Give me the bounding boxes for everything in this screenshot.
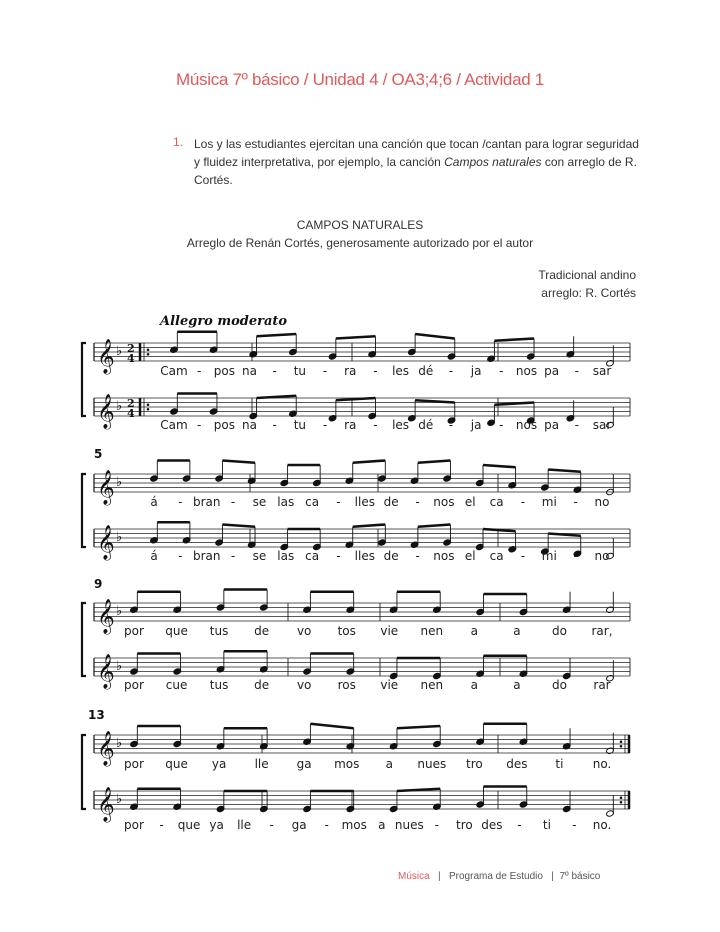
- lyric-syllable: -: [448, 364, 454, 378]
- lyric-syllable: -: [574, 418, 579, 432]
- time-signature-top: 2: [127, 342, 135, 355]
- lyric-syllable: les: [392, 364, 410, 378]
- note-beam: [353, 525, 386, 527]
- lyric-syllable: les: [392, 418, 410, 432]
- lyric-syllable: de: [383, 549, 399, 563]
- treble-clef-icon: 𝄞: [97, 787, 115, 822]
- repeat-dot: [147, 348, 150, 351]
- lyric-syllable: rar: [593, 678, 611, 692]
- lyric-syllable: pos: [213, 364, 235, 378]
- treble-clef-icon: 𝄞: [97, 470, 115, 505]
- lyric-syllable: -: [499, 364, 504, 378]
- lyric-syllable: ra: [344, 418, 357, 432]
- lyric-syllable: mi: [541, 495, 557, 509]
- lyric-syllable: -: [572, 818, 577, 832]
- lyric-syllable: des: [481, 818, 503, 832]
- lyric-syllable: -: [520, 495, 526, 509]
- flat-key-icon: ♭: [116, 399, 123, 414]
- lyric-syllable: -: [324, 818, 329, 832]
- song-subtitle: Arreglo de Renán Cortés, generosamente autorizado por el autor: [186, 236, 534, 250]
- lyric-syllable: lle: [254, 757, 269, 771]
- lyric-syllable: nen: [420, 624, 444, 638]
- lyric-syllable: rar,: [591, 624, 613, 638]
- lyric-syllable: a: [470, 624, 479, 638]
- lyric-syllable: nues: [394, 818, 424, 832]
- note-beam: [336, 336, 376, 338]
- lyric-syllable: ja: [470, 418, 482, 432]
- lyric-syllable: des: [506, 757, 528, 771]
- intro-text-end: con arreglo de R. Cortés.: [194, 155, 637, 187]
- lyric-syllable: -: [159, 818, 164, 832]
- lyric-syllable: -: [434, 818, 439, 832]
- lyric-syllable: do: [551, 678, 567, 692]
- lyric-syllable: -: [573, 549, 578, 563]
- treble-clef-icon: 𝄞: [97, 339, 115, 374]
- lyric-syllable: -: [415, 495, 420, 509]
- lyric-syllable: mos: [334, 757, 360, 771]
- lyric-syllable: que: [165, 624, 188, 638]
- note-beam: [415, 334, 455, 339]
- flat-key-icon: ♭: [116, 792, 123, 807]
- repeat-dot: [620, 796, 623, 799]
- lyric-syllable: -: [373, 418, 378, 432]
- treble-clef-icon: 𝄞: [97, 394, 115, 429]
- lyric-syllable: ca: [489, 495, 504, 509]
- repeat-dot: [620, 801, 623, 804]
- lyric-syllable: tus: [209, 624, 229, 638]
- time-signature-bottom: 4: [127, 352, 135, 365]
- note-beam: [494, 339, 534, 341]
- lyric-syllable: sar: [592, 418, 612, 432]
- lyric-syllable: ti: [555, 757, 564, 771]
- lyric-syllable: las: [277, 495, 295, 509]
- measure-number-5: 5: [94, 447, 103, 461]
- note-beam: [222, 461, 255, 463]
- lyric-syllable: se: [252, 495, 267, 509]
- system-bracket: [82, 603, 86, 676]
- flat-key-icon: ♭: [116, 344, 123, 359]
- flat-key-icon: ♭: [116, 604, 123, 619]
- repeat-dot: [147, 403, 150, 406]
- lyric-syllable: ja: [470, 364, 482, 378]
- lyric-syllable: el: [464, 495, 476, 509]
- footer-subject: Música: [398, 871, 430, 882]
- lyric-syllable: a: [513, 624, 521, 638]
- song-arranger: arreglo: R. Cortés: [541, 286, 636, 300]
- lyric-syllable: nues: [417, 757, 447, 771]
- item-number: 1.: [173, 135, 184, 149]
- lyric-syllable: ros: [337, 678, 356, 692]
- lyric-syllable: ya: [209, 818, 224, 832]
- time-signature-top: 2: [127, 397, 135, 410]
- lyric-syllable: a: [470, 678, 479, 692]
- lyric-syllable: ra: [344, 364, 357, 378]
- lyric-syllable: -: [197, 364, 202, 378]
- lyric-syllable: -: [373, 364, 378, 378]
- lyric-syllable: ca: [489, 549, 504, 563]
- lyric-syllable: vie: [380, 678, 399, 692]
- system-bracket: [82, 735, 86, 809]
- lyric-syllable: -: [448, 418, 454, 432]
- lyric-syllable: ti: [542, 818, 551, 832]
- lyric-syllable: las: [277, 549, 295, 563]
- treble-clef-icon: 𝄞: [97, 731, 115, 766]
- song-name-italic: Campos naturales: [444, 155, 542, 169]
- system-bracket: [82, 343, 86, 416]
- lyric-syllable: pos: [213, 418, 235, 432]
- lyric-syllable: dé: [418, 418, 434, 432]
- measure-number-13: 13: [88, 708, 105, 722]
- lyric-syllable: a: [378, 818, 386, 832]
- lyric-syllable: -: [517, 818, 522, 832]
- lyric-syllable: vo: [296, 624, 312, 638]
- lyric-syllable: vie: [380, 624, 399, 638]
- lyric-syllable: -: [272, 418, 277, 432]
- note-beam: [418, 461, 451, 463]
- page-header: Música 7º básico / Unidad 4 / OA3;4;6 / Actividad 1: [176, 70, 544, 89]
- treble-clef-icon: 𝄞: [97, 654, 115, 689]
- note-beam: [397, 726, 440, 728]
- lyric-syllable: no: [594, 495, 610, 509]
- lyric-syllable: nen: [420, 678, 444, 692]
- lyric-syllable: mos: [341, 818, 367, 832]
- treble-clef-icon: 𝄞: [97, 599, 115, 634]
- lyric-syllable: a: [513, 678, 521, 692]
- lyric-syllable: el: [464, 549, 476, 563]
- lyric-syllable: -: [574, 364, 579, 378]
- flat-key-icon: ♭: [116, 736, 123, 751]
- lyric-syllable: -: [230, 495, 236, 509]
- lyric-syllable: -: [230, 549, 236, 563]
- lyric-syllable: Cam: [160, 418, 188, 432]
- note-beam: [257, 334, 297, 336]
- lyric-syllable: á: [150, 549, 158, 563]
- lyric-syllable: -: [520, 549, 526, 563]
- lyric-syllable: tu: [293, 418, 307, 432]
- intro-text: Los y las estudiantes ejercitan una canción que tocan /cantan para lograr seguridad y fluidez interpretativa, por ejemplo, la canción: [194, 137, 639, 169]
- note-beam: [310, 724, 353, 729]
- lyric-syllable: por: [124, 757, 144, 771]
- lyric-syllable: -: [322, 364, 328, 378]
- lyric-syllable: lles: [354, 549, 375, 563]
- lyric-syllable: ca: [305, 495, 320, 509]
- lyric-syllable: que: [165, 757, 188, 771]
- lyric-syllable: tro: [455, 818, 473, 832]
- lyric-syllable: -: [178, 549, 183, 563]
- lyric-syllable: cue: [165, 678, 188, 692]
- lyric-syllable: dé: [418, 364, 434, 378]
- note-beam: [418, 525, 451, 527]
- lyric-syllable: do: [551, 624, 567, 638]
- lyric-syllable: lles: [354, 495, 375, 509]
- lyric-syllable: Cam: [160, 364, 188, 378]
- time-signature-bottom: 4: [127, 407, 135, 420]
- lyric-syllable: -: [272, 364, 277, 378]
- lyric-syllable: ya: [211, 757, 227, 771]
- footer-program: Programa de Estudio: [448, 871, 543, 882]
- lyric-syllable: na: [242, 418, 257, 432]
- page-footer: [398, 871, 600, 882]
- lyric-syllable: nos: [433, 549, 455, 563]
- lyric-syllable: de: [254, 678, 270, 692]
- lyric-syllable: que: [177, 818, 201, 832]
- lyric-syllable: mi: [541, 549, 557, 563]
- tempo-marking: Allegro moderato: [160, 314, 288, 329]
- lyric-syllable: de: [383, 495, 399, 509]
- lyric-syllable: tu: [293, 364, 307, 378]
- lyric-syllable: nos: [515, 364, 538, 378]
- lyric-syllable: bran: [192, 495, 221, 509]
- lyric-syllable: á: [150, 495, 158, 509]
- system-bracket: [82, 474, 86, 547]
- lyric-syllable: tus: [209, 678, 229, 692]
- lyric-syllable: ga: [296, 757, 312, 771]
- lyric-syllable: -: [415, 549, 420, 563]
- footer-separator: |: [551, 871, 554, 882]
- lyric-syllable: a: [385, 757, 393, 771]
- lyric-syllable: por: [124, 624, 144, 638]
- song-origin: Tradicional andino: [538, 268, 636, 282]
- lyric-syllable: no.: [592, 757, 612, 771]
- measure-number-9: 9: [94, 577, 103, 591]
- lyric-syllable: pa: [544, 418, 560, 432]
- song-title: CAMPOS NATURALES: [296, 218, 424, 232]
- lyric-syllable: ca: [305, 549, 320, 563]
- note-beam: [483, 465, 516, 467]
- lyric-syllable: -: [269, 818, 274, 832]
- lyric-syllable: ga: [291, 818, 307, 832]
- lyric-syllable: lle: [237, 818, 252, 832]
- lyric-syllable: -: [322, 418, 328, 432]
- lyric-syllable: -: [573, 495, 578, 509]
- treble-clef-icon: 𝄞: [97, 525, 115, 560]
- lyric-syllable: por: [124, 678, 144, 692]
- lyric-syllable: -: [178, 495, 183, 509]
- lyric-syllable: no: [594, 549, 610, 563]
- repeat-dot: [147, 408, 150, 411]
- lyric-syllable: na: [242, 364, 257, 378]
- lyric-syllable: de: [254, 624, 270, 638]
- repeat-dot: [620, 745, 623, 748]
- footer-separator: |: [438, 871, 441, 882]
- note-beam: [222, 525, 255, 527]
- lyric-syllable: nos: [515, 418, 538, 432]
- lyric-syllable: pa: [544, 364, 560, 378]
- footer-grade: 7º básico: [559, 871, 601, 882]
- lyric-syllable: -: [336, 549, 341, 563]
- lyric-syllable: bran: [192, 549, 221, 563]
- lyric-syllable: sar: [592, 364, 612, 378]
- repeat-dot: [620, 740, 623, 743]
- lyric-syllable: tro: [466, 757, 483, 771]
- note-beam: [548, 470, 581, 472]
- lyric-syllable: -: [197, 418, 202, 432]
- lyric-syllable: no.: [592, 818, 612, 832]
- note-beam: [353, 461, 386, 463]
- lyric-syllable: nos: [433, 495, 455, 509]
- flat-key-icon: ♭: [116, 659, 123, 674]
- flat-key-icon: ♭: [116, 475, 123, 490]
- lyric-syllable: se: [252, 549, 267, 563]
- lyric-syllable: tos: [337, 624, 356, 638]
- repeat-dot: [147, 353, 150, 356]
- lyric-syllable: por: [124, 818, 144, 832]
- lyric-syllable: -: [336, 495, 341, 509]
- lyric-syllable: vo: [296, 678, 312, 692]
- lyric-syllable: -: [499, 418, 504, 432]
- flat-key-icon: ♭: [116, 530, 123, 545]
